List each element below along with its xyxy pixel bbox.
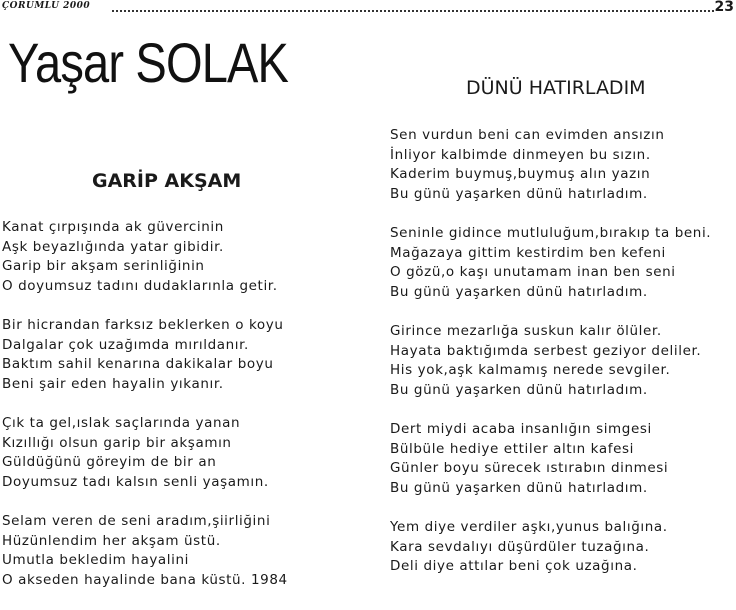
poem-line: Günler boyu sürecek ıstırabın dinmesi xyxy=(390,460,669,476)
poem-line: Kanat çırpışında ak güvercinin xyxy=(2,219,224,235)
stanza xyxy=(390,322,711,400)
stanza xyxy=(390,518,711,577)
poem-line: Kızıllığı olsun garip bir akşamın xyxy=(2,434,232,451)
poem-line: Sen vurdun beni can evimden ansızın xyxy=(390,127,665,143)
stanza xyxy=(2,512,288,590)
header-dotted-rule xyxy=(112,10,714,12)
author-name: Yaşar SOLAK xyxy=(8,31,289,94)
right-poem-body xyxy=(390,126,711,597)
poem-line: Selam veren de seni aradım,şiirliğini xyxy=(2,513,271,529)
page-header xyxy=(0,0,736,16)
left-poem-body xyxy=(2,218,288,610)
right-poem-title: DÜNÜ HATIRLADIM xyxy=(466,77,646,99)
poem-line: Baktım sahil kenarına dakikalar boyu xyxy=(2,356,274,372)
poem-line: Bu günü yaşarken dünü hatırladım. xyxy=(390,381,648,398)
stanza xyxy=(2,414,288,492)
poem-line: Çık ta gel,ıslak saçlarında yanan xyxy=(2,415,241,431)
poem-line: İnliyor kalbimde dinmeyen bu sızın. xyxy=(390,146,651,163)
poem-line: Bülbüle hediye ettiler altın kafesi xyxy=(390,440,634,457)
poem-line: Kaderim buymuş,buymuş alın yazın xyxy=(390,166,651,182)
stanza xyxy=(390,224,711,302)
poem-line: Güldüğünü göreyim de bir an xyxy=(2,454,217,470)
left-poem-title: GARİP AKŞAM xyxy=(92,170,242,192)
poem-line: Seninle gidince mutluluğum,bırakıp ta beni. xyxy=(390,225,712,241)
stanza xyxy=(390,420,711,498)
stanza xyxy=(390,126,711,204)
poem-line: Bir hicrandan farksız beklerken o koyu xyxy=(2,317,284,333)
poem-line: Kara sevdalıyı düşürdüler tuzağına. xyxy=(390,538,650,555)
poem-line: Dalgalar çok uzağımda mırıldanır. xyxy=(2,336,249,353)
running-title: ÇORUMLU 2000 xyxy=(2,1,91,11)
poem-line: O gözü,o kaşı unutamam inan ben seni xyxy=(390,264,676,280)
poem-line: Hayata baktığımda serbest geziyor deliler. xyxy=(390,342,702,359)
page-number: 23 xyxy=(714,0,734,15)
poem-line: O akseden hayalinde bana küstü. 1984 xyxy=(2,571,288,588)
poem-line: Deli diye attılar beni çok uzağına. xyxy=(390,558,638,574)
poem-line: Bu günü yaşarken dünü hatırladım. xyxy=(390,283,648,300)
stanza xyxy=(2,316,288,394)
poem-line: Dert miydi acaba insanlığın simgesi xyxy=(390,421,652,437)
poem-line: Girince mezarlığa suskun kalır ölüler. xyxy=(390,323,662,339)
poem-line: O doyumsuz tadını dudaklarınla getir. xyxy=(2,277,278,294)
poem-line: Mağazaya gittim kestirdim ben kefeni xyxy=(390,244,666,261)
poem-line: Doyumsuz tadı kalsın senli yaşamın. xyxy=(2,473,269,490)
poem-line: Beni şair eden hayalin yıkanır. xyxy=(2,375,224,392)
poem-line: Aşk beyazlığında yatar gibidir. xyxy=(2,238,224,255)
poem-line: Hüzünlendim her akşam üstü. xyxy=(2,532,221,549)
poem-line: Bu günü yaşarken dünü hatırladım. xyxy=(390,479,648,496)
poem-line: Umutla bekledim hayalini xyxy=(2,552,190,568)
poem-line: His yok,aşk kalmamış nerede sevgiler. xyxy=(390,362,671,378)
poem-line: Yem diye verdiler aşkı,yunus balığına. xyxy=(390,519,668,535)
poem-line: Bu günü yaşarken dünü hatırladım. xyxy=(390,185,648,202)
poem-line: Garip bir akşam serinliğinin xyxy=(2,258,205,274)
stanza xyxy=(2,218,288,296)
